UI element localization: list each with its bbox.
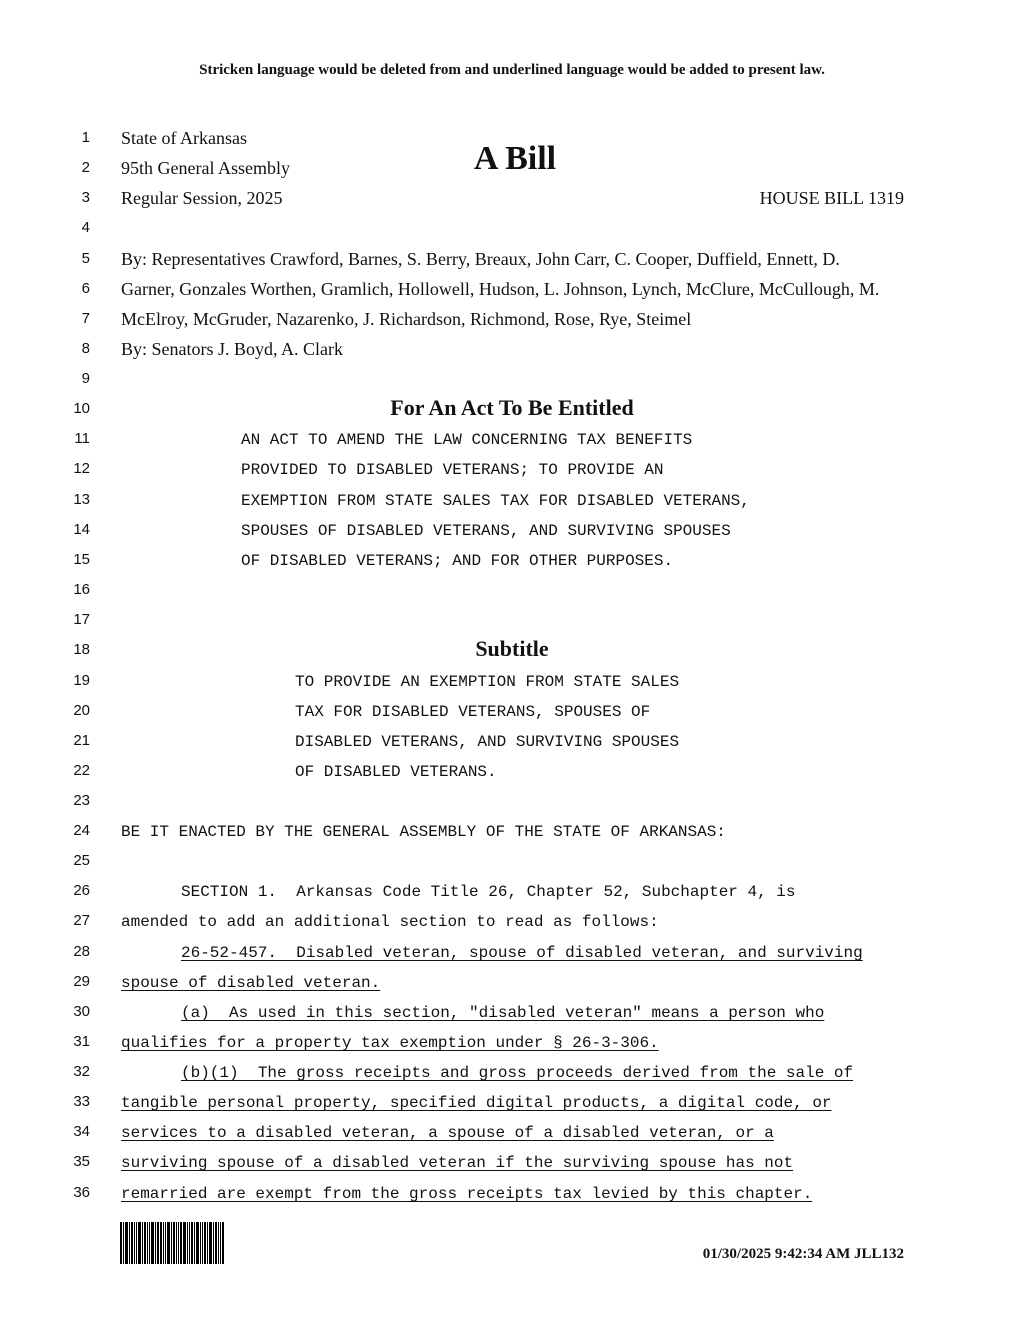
document-title: A Bill bbox=[473, 140, 557, 177]
act-title-line: SPOUSES OF DISABLED VETERANS, AND SURVIVING SPOUSES bbox=[241, 522, 731, 540]
barcode bbox=[120, 1222, 250, 1264]
line-number: 17 bbox=[73, 611, 90, 628]
act-title-line: AN ACT TO AMEND THE LAW CONCERNING TAX BENEFITS bbox=[241, 431, 693, 449]
line-number: 22 bbox=[73, 762, 90, 779]
bill-number: HOUSE BILL 1319 bbox=[759, 188, 904, 208]
line-number: 29 bbox=[73, 973, 90, 990]
line-number: 19 bbox=[73, 672, 90, 689]
added-text-line: remarried are exempt from the gross receipts tax levied by this chapter. bbox=[121, 1185, 813, 1203]
line-number: 13 bbox=[73, 491, 90, 508]
line-number: 18 bbox=[73, 641, 90, 658]
line-number: 1 bbox=[81, 129, 90, 146]
line-number: 2 bbox=[81, 159, 90, 176]
line-number: 8 bbox=[81, 340, 90, 357]
act-title-line: PROVIDED TO DISABLED VETERANS; TO PROVIDE AN bbox=[241, 461, 664, 479]
added-text-line: (a) As used in this section, "disabled veteran" means a person who bbox=[181, 1004, 825, 1022]
act-title-line: EXEMPTION FROM STATE SALES TAX FOR DISABLED VETERANS, bbox=[241, 492, 750, 510]
added-text-line: (b)(1) The gross receipts and gross proceeds derived from the sale of bbox=[181, 1064, 854, 1082]
line-number: 16 bbox=[73, 581, 90, 598]
added-text-line: 26-52-457. Disabled veteran, spouse of disabled veteran, and surviving bbox=[181, 944, 863, 962]
sponsor-line: McElroy, McGruder, Nazarenko, J. Richardson, Richmond, Rose, Rye, Steimel bbox=[121, 309, 692, 329]
enacting-clause: BE IT ENACTED BY THE GENERAL ASSEMBLY OF THE STATE OF ARKANSAS: bbox=[121, 823, 726, 841]
line-number: 11 bbox=[74, 430, 90, 447]
section-line: SECTION 1. Arkansas Code Title 26, Chapter 52, Subchapter 4, is bbox=[181, 883, 796, 901]
added-text-line: spouse of disabled veteran. bbox=[121, 974, 381, 992]
senate-sponsor-line: By: Senators J. Boyd, A. Clark bbox=[121, 339, 344, 359]
act-title-line: OF DISABLED VETERANS; AND FOR OTHER PURPOSES. bbox=[241, 552, 674, 570]
subtitle-line: TO PROVIDE AN EXEMPTION FROM STATE SALES bbox=[295, 673, 680, 691]
line-number: 21 bbox=[73, 732, 90, 749]
line-number: 27 bbox=[73, 912, 90, 929]
state-name: State of Arkansas bbox=[121, 128, 247, 148]
line-number: 33 bbox=[73, 1093, 90, 1110]
section-line: amended to add an additional section to read as follows: bbox=[121, 913, 659, 931]
added-text-line: tangible personal property, specified digital products, a digital code, or bbox=[121, 1094, 832, 1112]
timestamp: 01/30/2025 9:42:34 AM JLL132 bbox=[702, 1246, 904, 1262]
line-number: 10 bbox=[73, 400, 90, 417]
line-number: 4 bbox=[81, 219, 90, 236]
line-number: 12 bbox=[73, 460, 90, 477]
line-number: 25 bbox=[73, 852, 90, 869]
subtitle-line: DISABLED VETERANS, AND SURVIVING SPOUSES bbox=[295, 733, 680, 751]
amendment-notice: Stricken language would be deleted from and underlined language would be added to present law. bbox=[199, 62, 825, 78]
act-heading: For An Act To Be Entitled bbox=[390, 395, 634, 420]
added-text-line: services to a disabled veteran, a spouse of a disabled veteran, or a bbox=[121, 1124, 774, 1142]
subtitle-line: TAX FOR DISABLED VETERANS, SPOUSES OF bbox=[295, 703, 651, 721]
added-text-line: qualifies for a property tax exemption under § 26-3-306. bbox=[121, 1034, 659, 1052]
subtitle-heading: Subtitle bbox=[475, 636, 549, 661]
line-number: 3 bbox=[81, 189, 90, 206]
line-number: 15 bbox=[73, 551, 90, 568]
line-number: 32 bbox=[73, 1063, 90, 1080]
sponsor-line: Garner, Gonzales Worthen, Gramlich, Hollowell, Hudson, L. Johnson, Lynch, McClure, McCullough, M. bbox=[121, 279, 880, 299]
line-number: 31 bbox=[73, 1033, 90, 1050]
line-number: 23 bbox=[73, 792, 90, 809]
line-number: 36 bbox=[73, 1184, 90, 1201]
added-text-line: surviving spouse of a disabled veteran if the surviving spouse has not bbox=[121, 1154, 794, 1172]
line-number: 26 bbox=[73, 882, 90, 899]
general-assembly: 95th General Assembly bbox=[121, 158, 290, 178]
line-number: 14 bbox=[73, 521, 90, 538]
line-number: 6 bbox=[81, 280, 90, 297]
line-number: 28 bbox=[73, 943, 90, 960]
line-number: 24 bbox=[73, 822, 90, 839]
line-number: 35 bbox=[73, 1153, 90, 1170]
line-number: 5 bbox=[81, 250, 90, 267]
sponsor-line: By: Representatives Crawford, Barnes, S. Berry, Breaux, John Carr, C. Cooper, Duffield, Ennett, D. bbox=[121, 249, 840, 269]
session: Regular Session, 2025 bbox=[121, 188, 283, 208]
line-number: 7 bbox=[81, 310, 90, 327]
line-number: 9 bbox=[81, 370, 90, 387]
subtitle-line: OF DISABLED VETERANS. bbox=[295, 763, 497, 781]
line-number: 30 bbox=[73, 1003, 90, 1020]
line-number: 20 bbox=[73, 702, 90, 719]
line-number: 34 bbox=[73, 1123, 90, 1140]
